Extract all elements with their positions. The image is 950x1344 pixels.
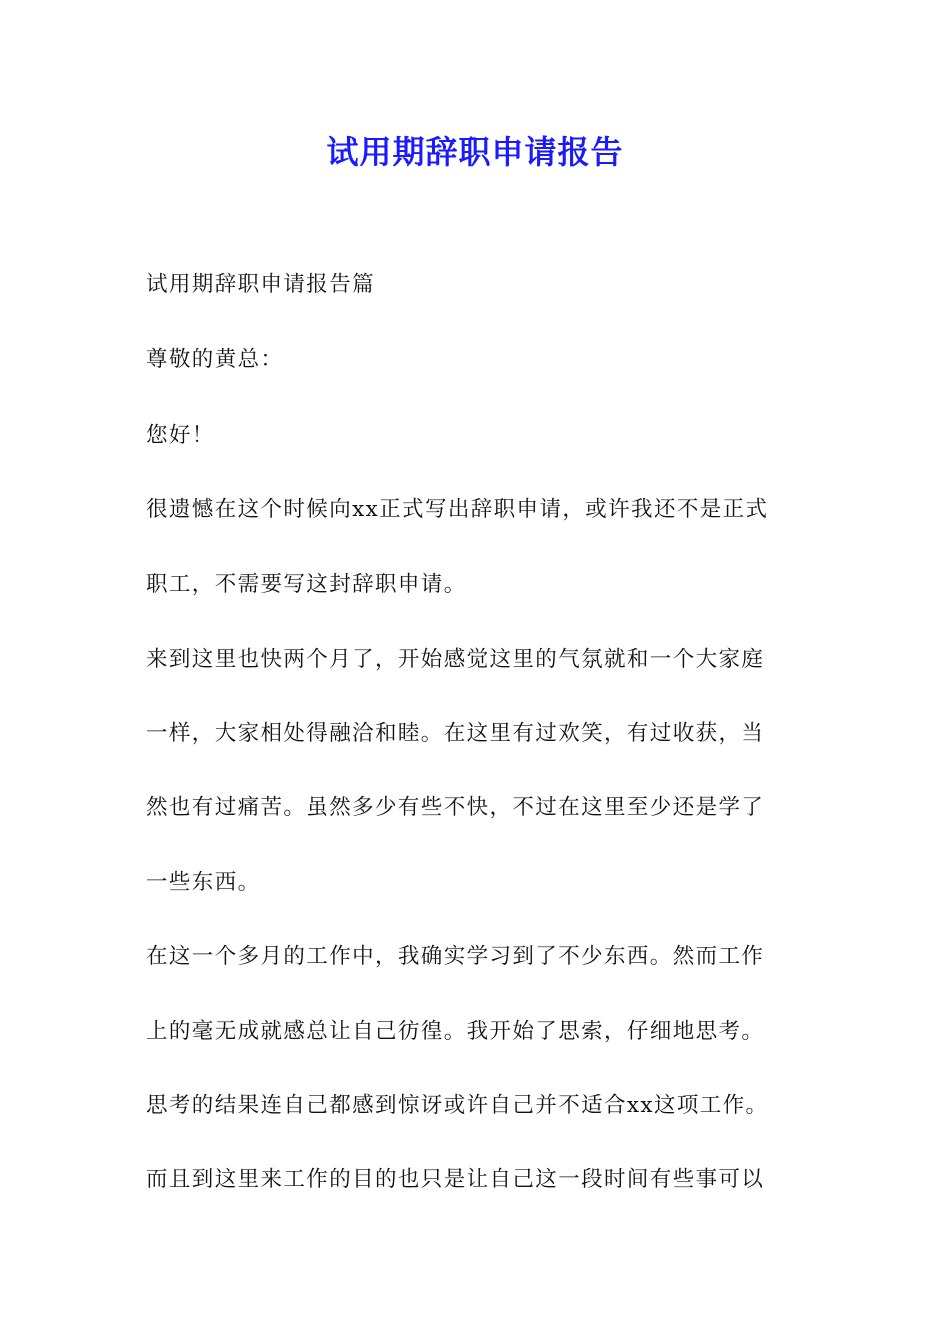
body-line: 一些东西。 <box>146 870 261 895</box>
body-line: 然也有过痛苦。虽然多少有些不快，不过在这里至少还是学了 <box>146 795 765 820</box>
body-line: 而且到这里来工作的目的也只是让自己这一段时间有些事可以 <box>146 1167 765 1192</box>
salutation: 尊敬的黄总： <box>146 347 284 372</box>
greeting: 您好！ <box>146 423 215 448</box>
body-line: 上的毫无成就感总让自己彷徨。我开始了思索，仔细地思考。 <box>146 1019 765 1044</box>
body-line: 在这一个多月的工作中，我确实学习到了不少东西。然而工作 <box>146 944 765 969</box>
body-line: 思考的结果连自己都感到惊讶或许自己并不适合xx这项工作。 <box>146 1093 769 1118</box>
body-line: 很遗憾在这个时候向xx正式写出辞职申请，或许我还不是正式 <box>146 497 769 522</box>
body-line: 一样，大家相处得融洽和睦。在这里有过欢笑，有过收获，当 <box>146 721 765 746</box>
body-line: 职工，不需要写这封辞职申请。 <box>146 572 467 597</box>
document-title: 试用期辞职申请报告 <box>326 133 624 171</box>
body-line: 来到这里也快两个月了，开始感觉这里的气氛就和一个大家庭 <box>146 647 765 672</box>
section-heading: 试用期辞职申请报告篇 <box>146 272 376 297</box>
